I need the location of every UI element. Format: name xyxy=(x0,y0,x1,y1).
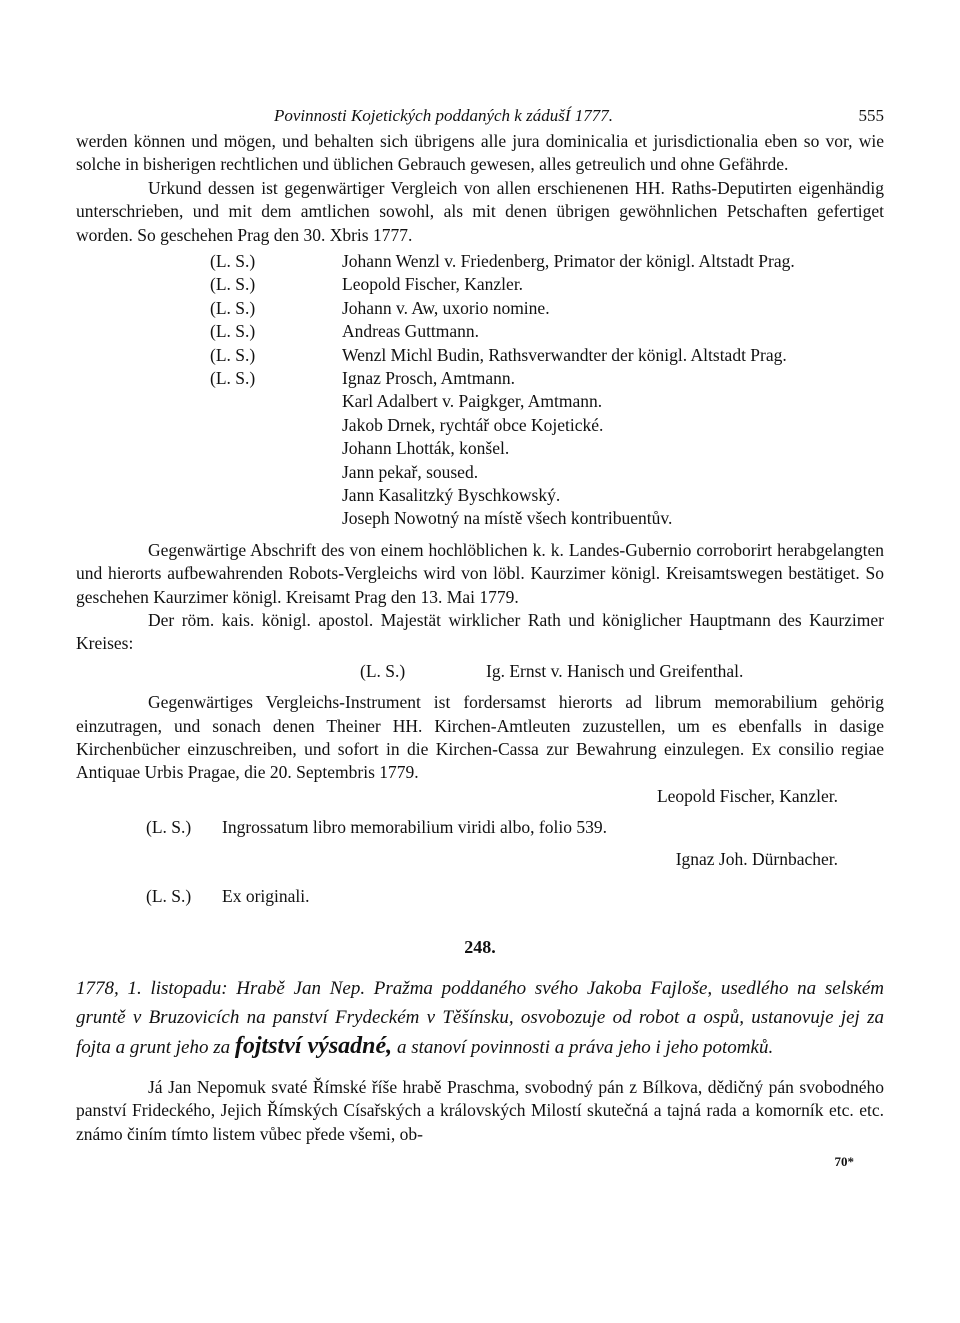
paragraph-2: Urkund dessen ist gegenwärtiger Vergleich von allen erschienenen HH. Raths-Deputirten eigenhändig unterschrieben, und mit dem amtlichen sowohl, als mit denen übrigen gewöhnlichen Petschaften gefertiget worden. So geschehen Prag den 30. Xbris 1777. xyxy=(76,177,884,245)
signature-list xyxy=(76,250,884,531)
regest-tail: a stanoví povinnosti a práva jeho i jeho potomků. xyxy=(396,1036,774,1058)
signature-fischer: Leopold Fischer, Kanzler. xyxy=(656,785,838,806)
signatory-name: Jakob Drnek, rychtář obce Kojetické. xyxy=(342,414,604,435)
seal-mark: (L. S.) xyxy=(210,344,256,365)
paragraph-3: Gegenwärtige Abschrift des von einem hochlöblichen k. k. Landes-Gubernio corroborirt herabgelangten und hierorts aufbewahrenden Robots-Vergleichs wird von löbl. Kaurzimer königl. Kreisamtswegen bestätiget. So geschehen Kaurzimer königl. Kreisamt Prag den 13. Mai 1779. xyxy=(76,539,884,607)
original-note xyxy=(76,885,884,908)
paragraph-5: Gegenwärtiges Vergleichs-Instrument ist fordersamst hierorts ad librum memorabilium gehörig einzutragen, und sonach denen Theiner HH. Kirchen-Amtleuten zuzustellen, um es ebenfalls in dasige Kirchenbücher einzuschreiben, und sofort in die Kirchen-Cassa zur Bewahrung einzulegen. Ex consilio regiae Antiquae Urbis Pragae, die 20. Septembris 1779. xyxy=(76,692,884,783)
seal-mark xyxy=(76,507,342,530)
seal-mark: (L. S.) xyxy=(360,660,406,681)
seal-mark: (L. S.) xyxy=(146,817,192,838)
seal-mark xyxy=(76,390,342,413)
signature-row xyxy=(76,297,884,320)
document-page xyxy=(76,100,884,1173)
signatory-name: Andreas Guttmann. xyxy=(342,321,480,342)
signature-ernst xyxy=(76,660,884,683)
signatory-name: Ig. Ernst v. Hanisch und Greifenthal. xyxy=(486,660,744,681)
signatory-name: Joseph Nowotný na místě všech kontribuentův. xyxy=(342,508,673,529)
signatory-name: Karl Adalbert v. Paigkger, Amtmann. xyxy=(342,391,603,412)
seal-mark: (L. S.) xyxy=(146,886,192,906)
signatory-name: Jann Kasalitzký Byschkowský. xyxy=(342,484,561,505)
running-header xyxy=(76,100,884,130)
ingrossation-text: Ingrossatum libro memorabilium viridi albo, folio 539. xyxy=(222,817,607,838)
seal-mark xyxy=(76,484,342,507)
signatory-name: Johann v. Aw, uxorio nomine. xyxy=(342,297,550,318)
signature-row xyxy=(76,390,884,413)
seal-mark xyxy=(76,461,342,484)
signatory-name: Leopold Fischer, Kanzler. xyxy=(342,274,524,295)
signature-row xyxy=(76,273,884,296)
regest-emphasis: fojtství výsadné, xyxy=(234,1032,393,1059)
original-text: Ex originali. xyxy=(222,886,310,906)
page-number: 555 xyxy=(858,106,884,125)
signature-row xyxy=(76,250,884,273)
regest-text: 1778, 1. listopadu: Hrabě Jan Nep. Pražma poddaného svého Jakoba Fajloše, usedlého na selském gruntě v Bruzovicích na panství Frydeckém v Těšínsku, osvobozuje od robot a ospů, ustanovuje jej za fojta a grunt jeho za xyxy=(76,977,884,1058)
signatory-name: Johann Lhották, konšel. xyxy=(342,438,510,459)
paragraph-1: werden können und mögen, und behalten sich übrigens alle jura dominicalia et jurisdictionalia eben so vor, wie solche in bisherigen rechtlichen und üblichen Gebrauch gewesen, alles getreulich und ohne Gefährde. xyxy=(76,131,884,175)
seal-mark: (L. S.) xyxy=(210,297,256,318)
signature-row xyxy=(76,507,884,530)
seal-mark: (L. S.) xyxy=(210,367,256,388)
signatory-name: Ignaz Prosch, Amtmann. xyxy=(342,367,516,388)
seal-mark xyxy=(76,414,342,437)
seal-mark xyxy=(76,437,342,460)
signature-row xyxy=(76,367,884,390)
signatory-name: Johann Wenzl v. Friedenberg, Primator der königl. Altstadt Prag. xyxy=(342,251,795,272)
regest xyxy=(76,974,884,1062)
signature-row xyxy=(76,414,884,437)
signature-row xyxy=(76,484,884,507)
ingrossation-note xyxy=(76,816,884,839)
signature-row xyxy=(76,344,884,367)
paragraph-6: Já Jan Nepomuk svaté Římské říše hrabě Praschma, svobodný pán z Bílkova, dědičný pán svobodného panství Frideckého, Jejich Římských Císařských a královských Milostí skutečná a tajná rada a komorník etc. etc. známo činím tímto listem vůbec přede všemi, ob- xyxy=(76,1076,884,1144)
signature-mark: 70* xyxy=(834,1154,854,1170)
paragraph-4: Der röm. kais. königl. apostol. Majestät wirklicher Rath und königlicher Hauptmann des Kaurzimer Kreises: xyxy=(76,609,884,654)
running-title: Povinnosti Kojetických poddaných k zádušÍ 1777. xyxy=(274,106,613,125)
seal-mark: (L. S.) xyxy=(210,274,256,295)
signature-row xyxy=(76,461,884,484)
signature-durnbacher: Ignaz Joh. Dürnbacher. xyxy=(675,848,838,869)
seal-mark: (L. S.) xyxy=(210,251,256,272)
document-number: 248. xyxy=(464,937,496,958)
seal-mark: (L. S.) xyxy=(210,321,256,342)
signatory-name: Jann pekař, soused. xyxy=(342,461,479,482)
signature-row xyxy=(76,320,884,343)
signatory-name: Wenzl Michl Budin, Rathsverwandter der königl. Altstadt Prag. xyxy=(342,344,787,365)
signature-row xyxy=(76,437,884,460)
